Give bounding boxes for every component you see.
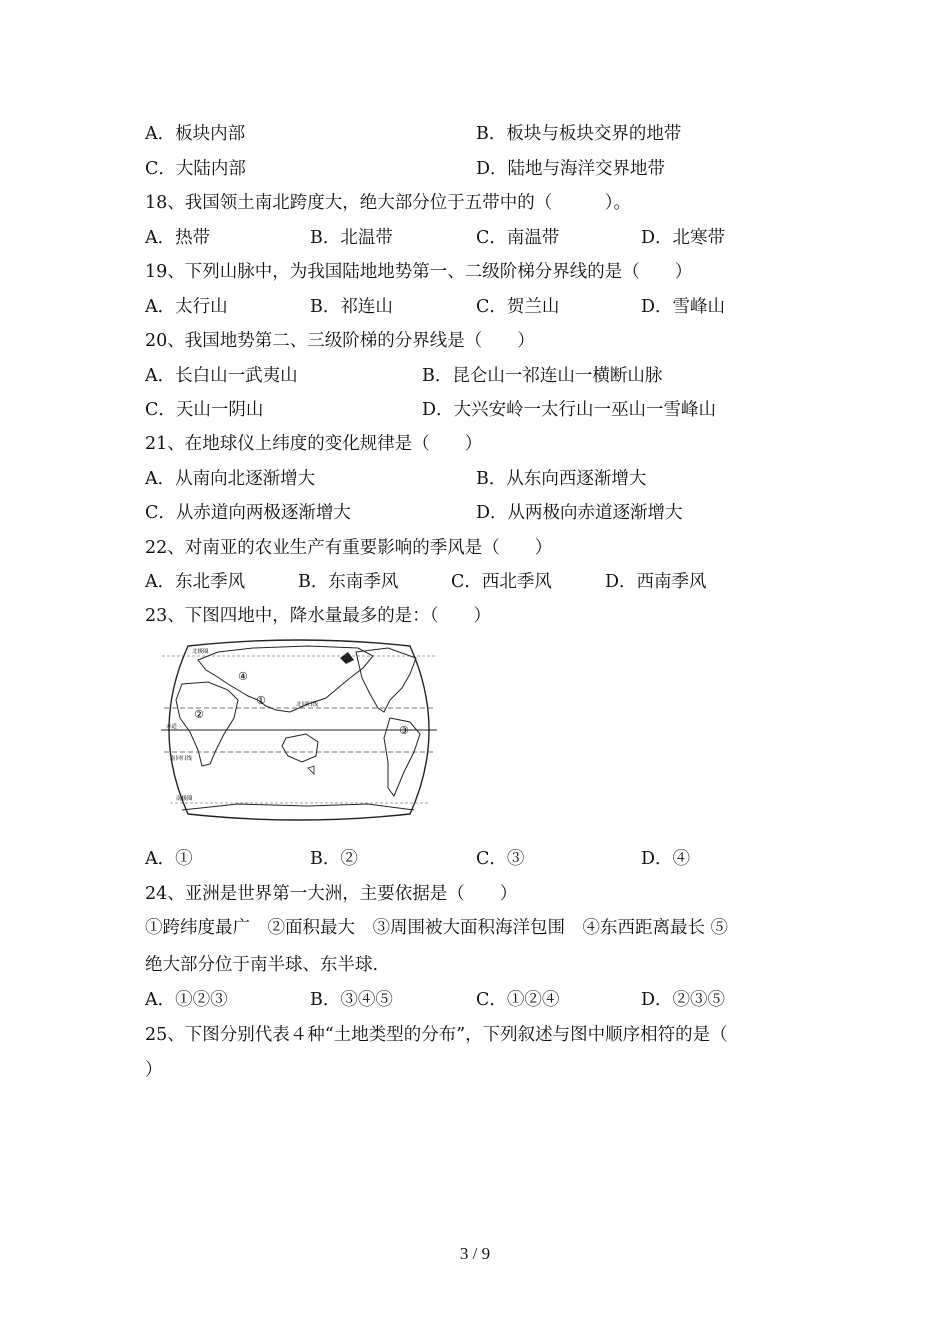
q21-stem: 21、在地球仪上纬度的变化规律是（ ） [145,434,483,454]
page-number: 3 / 9 [459,1244,491,1263]
q18-stem: 18、我国领土南北跨度大，绝大部分位于五带中的（ ）。 [145,193,632,213]
q24-option-a: A．①②③ [145,990,228,1010]
label-antarctic-circle: 南极圈 [176,796,193,802]
q20-option-b: B．昆仑山一祁连山一横断山脉 [422,366,663,386]
q18-option-b: B．北温带 [310,228,393,248]
q17-option-a: A．板块内部 [145,124,246,144]
q23-option-a: A．① [145,849,193,869]
marker-2: ② [194,708,204,721]
q21-option-a: A．从南向北逐渐增大 [145,469,316,489]
q24-statements-line1: ①跨纬度最广 ②面积最大 ③周围被大面积海洋包围 ④东西距离最长 ⑤ [145,918,729,938]
q18-option-d: D．北寒带 [641,228,726,248]
q20-option-a: A．长白山一武夷山 [145,366,298,386]
q21-option-d: D．从两极向赤道逐渐增大 [476,503,683,523]
marker-3: ③ [399,724,409,737]
q19-option-a: A．太行山 [145,297,228,317]
q21-option-c: C．从赤道向两极逐渐增大 [145,503,351,523]
marker-1: ① [256,694,266,707]
q24-option-d: D．②③⑤ [641,990,726,1010]
q19-option-c: C．贺兰山 [476,297,560,317]
q22-option-a: A．东北季风 [145,572,246,592]
q24-statements-line2: 绝大部分位于南半球、东半球. [145,955,379,975]
q18-option-a: A．热带 [145,228,211,248]
q24-option-c: C．①②④ [476,990,560,1010]
q17-option-b: B．板块与板块交界的地带 [476,124,682,144]
q22-stem: 22、对南亚的农业生产有重要影响的季风是（ ） [145,538,553,558]
label-tropic-of-cancer: 北回归线 [296,702,319,708]
q23-option-c: C．③ [476,849,525,869]
marker-4: ④ [238,670,248,683]
q20-option-c: C．天山一阴山 [145,400,264,420]
label-arctic-circle: 北极圈 [192,649,209,655]
label-tropic-of-capricorn: 南回归线 [170,756,193,762]
q22-option-c: C．西北季风 [451,572,552,592]
q20-stem: 20、我国地势第二、三级阶梯的分界线是（ ） [145,331,535,351]
q24-option-b: B．③④⑤ [310,990,393,1010]
label-equator: 赤道 [166,724,178,730]
q23-option-b: B．② [310,849,358,869]
q23-option-d: D．④ [641,849,691,869]
q25-stem-line1: 25、下图分别代表４种“土地类型的分布”，下列叙述与图中顺序相符的是（ [145,1025,728,1045]
q23-stem: 23、下图四地中，降水量最多的是：（ ） [145,606,492,626]
q19-stem: 19、下列山脉中，为我国陆地地势第一、二级阶梯分界线的是（ ） [145,262,693,282]
q19-option-b: B．祁连山 [310,297,393,317]
q21-option-b: B．从东向西逐渐增大 [476,469,647,489]
q22-option-b: B．东南季风 [298,572,399,592]
q20-option-d: D．大兴安岭一太行山一巫山一雪峰山 [422,400,717,420]
q25-stem-line2: ） [145,1060,163,1080]
world-map-figure [158,638,440,822]
q24-stem: 24、亚洲是世界第一大洲，主要依据是（ ） [145,884,518,904]
q17-option-c: C．大陆内部 [145,159,246,179]
q17-option-d: D．陆地与海洋交界地带 [476,159,666,179]
q22-option-d: D．西南季风 [605,572,707,592]
q18-option-c: C．南温带 [476,228,560,248]
q19-option-d: D．雪峰山 [641,297,726,317]
